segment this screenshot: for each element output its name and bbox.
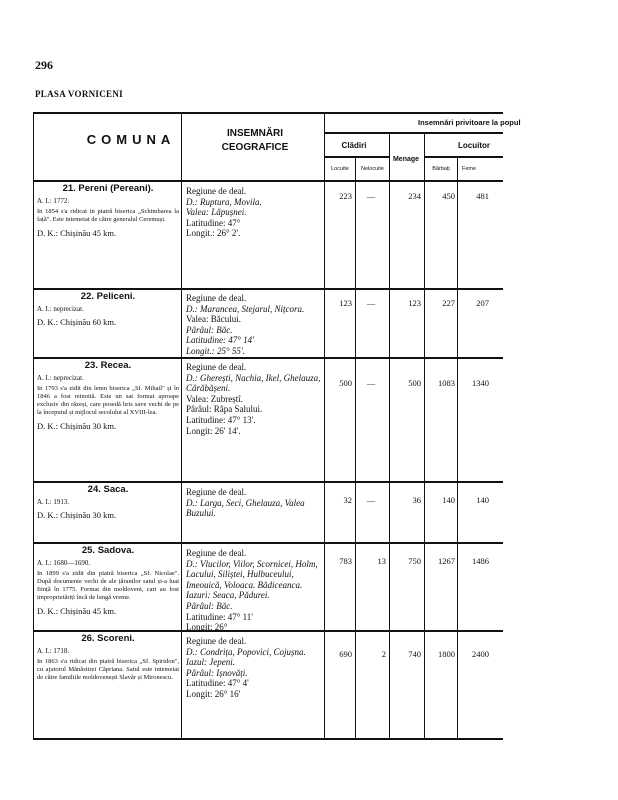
geo-line: Longit: 26°: [186, 622, 228, 633]
page-number: 296: [35, 58, 53, 72]
geo-notes: [186, 186, 328, 239]
commune-entry: [37, 486, 179, 519]
geo-line: Iazul: Jepeni.: [186, 657, 235, 668]
commune-ai: A. I.: 1680—1690.: [37, 559, 91, 567]
subheader-rule: [424, 156, 503, 158]
geo-notes: [186, 548, 328, 633]
table-top-rule: [33, 112, 503, 114]
menage-value: 123: [408, 298, 421, 308]
commune-name: 25. Sadova.: [81, 545, 135, 556]
barbati-value: 227: [442, 298, 455, 308]
commune-history: In 1793 s'a zidit din lemn biserica „Sf. Mihail" și în 1846 a fost reinoită. Este un sat format aproape exclusiv din răzeși, care posedă hris save vechi de pe la începutul și mijlocul secolului al XVIII-lea.: [37, 385, 179, 416]
nelocuite-value: —: [366, 495, 376, 505]
locuite-value: 500: [339, 378, 352, 388]
geo-line: Valea: Zubreștî.: [186, 393, 243, 404]
header-locuite: Locuite: [331, 166, 349, 172]
commune-name: 23. Recea.: [84, 360, 132, 371]
header-barbati: Bărbați: [432, 166, 450, 172]
commune-entry: [37, 362, 179, 430]
geo-line: Pârâul: Băc.: [186, 600, 233, 611]
nelocuite-value: —: [366, 191, 376, 201]
commune-entry: [37, 547, 179, 615]
menage-value: 500: [408, 378, 421, 388]
menage-value: 740: [408, 649, 421, 659]
femei-value: 207: [476, 298, 489, 308]
header-menage: Menage: [392, 156, 420, 163]
commune-distance: D. K.: Chișinău 30 km.: [37, 510, 117, 520]
commune-distance: D. K.: Chișinău 60 km.: [37, 317, 117, 327]
geo-line: Longit: 26' 14'.: [186, 425, 241, 436]
barbati-value: 1800: [438, 649, 455, 659]
row-rule: [33, 542, 503, 544]
subheader-rule: [324, 132, 503, 134]
menage-value: 36: [412, 495, 421, 505]
locuite-value: 123: [339, 298, 352, 308]
geo-line: D.: Ruptura, Movila.: [186, 196, 262, 207]
geo-line: Regiune de deal.: [186, 362, 247, 372]
locuite-value: 223: [339, 191, 352, 201]
commune-ai: A. I.: 1772.: [37, 197, 70, 205]
menage-value: 234: [408, 191, 421, 201]
col-rule: [457, 156, 458, 740]
geo-line: D.: Larga, Seci, Ghelauza, Valea Buzului.: [186, 497, 305, 519]
geo-line: D.: Gherești, Nachia, Ikel, Ghelauza, Cărăbășeni.: [186, 372, 321, 394]
femei-value: 140: [476, 495, 489, 505]
geo-notes: [186, 487, 328, 519]
subheader-rule: [324, 156, 389, 158]
header-population: Insemnări privitoare la popul: [418, 118, 521, 127]
geo-line: Valea: Băcului.: [186, 314, 241, 325]
barbati-value: 450: [442, 191, 455, 201]
geo-line: Regiune de deal.: [186, 293, 247, 303]
geo-line: Pârâul: Râpa Salului.: [186, 404, 263, 415]
commune-history: In 1854 s'a ridicat in piatră biserica „Schimbarea la față". Este intemeiat de către generalul Ceremuși.: [37, 208, 179, 223]
geo-line: D.: Marancea, Stejarul, Nițcora.: [186, 303, 305, 314]
femei-value: 1486: [472, 556, 489, 566]
geo-line: Regiune de deal.: [186, 186, 247, 196]
geo-line: Longit.: 25° 55'.: [186, 345, 246, 356]
census-table: [33, 112, 521, 740]
row-rule: [33, 288, 503, 290]
barbati-value: 1083: [438, 378, 455, 388]
header-comuna: COMUNA: [86, 132, 176, 147]
barbati-value: 140: [442, 495, 455, 505]
femei-value: 2400: [472, 649, 489, 659]
commune-history: In 1899 s'a zidit din piatră biserica „Sf. Nicolae". După documente vechi de ale țăranilor satul și-a luat ființă în 1775. Format din moldoveni, cari au fost improprietăriți încă de lungă vreme.: [37, 570, 179, 601]
geo-line: Latitudine: 47° 14': [186, 335, 255, 346]
commune-entry: [37, 293, 179, 326]
nelocuite-value: 2: [381, 649, 386, 659]
geo-line: Latitudine: 47° 11': [186, 611, 253, 622]
col-rule: [33, 112, 34, 740]
commune-history: In 1863 s'a ridicat din piatră biserica „Sf. Spiridon", cu ajutorul Mănăstirei Căpriana. Satul este intemeiat de către familiile moldovenești Slavăr și Mironescu.: [37, 658, 179, 681]
commune-name: 26. Scoreni.: [81, 633, 135, 644]
geo-line: Regiune de deal.: [186, 487, 247, 497]
femei-value: 1340: [472, 378, 489, 388]
geo-notes: [186, 362, 328, 436]
geo-line: D.: Condrița, Popovici, Cojușna.: [186, 646, 306, 657]
menage-value: 750: [408, 556, 421, 566]
geo-line: Valea: Lăpușnei.: [186, 207, 247, 218]
header-femei: Feme: [462, 166, 477, 172]
running-head: PLASA VORNICENI: [35, 89, 123, 99]
geo-line: Regiune de deal.: [186, 548, 247, 558]
table-bottom-rule: [33, 738, 503, 740]
locuite-value: 32: [343, 495, 352, 505]
barbati-value: 1267: [438, 556, 455, 566]
col-rule: [181, 112, 182, 740]
geo-line: Latitudine: 47° 13'.: [186, 414, 256, 425]
geo-line: Iazuri: Seaca, Pădurei.: [186, 590, 270, 601]
geo-line: Latitudine: 47° 4': [186, 678, 249, 689]
locuite-value: 783: [339, 556, 352, 566]
geo-notes: [186, 293, 328, 357]
geo-line: Latitudine: 47°: [186, 217, 241, 228]
geo-notes: [186, 636, 328, 700]
geo-line: Regiune de deal.: [186, 636, 247, 646]
header-geo: INSEMNĂRI CEOGRAFICE: [221, 128, 289, 153]
femei-value: 481: [476, 191, 489, 201]
row-rule: [33, 481, 503, 483]
geo-line: Pârâul: Băc.: [186, 324, 233, 335]
header-nelocuite: Nelocuite: [361, 166, 384, 172]
geo-line: D.: Vlucilor, Viilor, Scornicei, Holm, Lacului, Siliștei, Hulbuceului, Imeouică, Voloaca. Bădiceanca.: [186, 558, 318, 590]
geo-line: Longit.: 26° 2'.: [186, 228, 241, 239]
locuite-value: 690: [339, 649, 352, 659]
nelocuite-value: 13: [377, 556, 386, 566]
commune-entry: [37, 185, 179, 237]
header-bottom-rule: [33, 180, 503, 182]
commune-ai: A. I.: 1913.: [37, 498, 70, 506]
nelocuite-value: —: [366, 378, 376, 388]
commune-name: 24. Saca.: [87, 484, 129, 495]
commune-ai: A. I.: neprecizat.: [37, 305, 84, 313]
commune-ai: A. I.: neprecizat.: [37, 374, 84, 382]
commune-ai: A. I.: 1718.: [37, 647, 70, 655]
geo-line: Longit: 26° 16': [186, 688, 241, 699]
geo-line: Pârâul: Ișnovăți.: [186, 667, 248, 678]
commune-distance: D. K.: Chișinău 45 km.: [37, 228, 117, 238]
row-rule: [33, 357, 503, 359]
commune-name: 22. Peliceni.: [80, 291, 136, 302]
header-cladiri: Clădiri: [341, 141, 367, 150]
commune-name: 21. Pereni (Pereani).: [62, 183, 154, 194]
header-locuitori: Locuitor: [458, 141, 490, 150]
commune-entry: [37, 635, 179, 687]
commune-distance: D. K.: Chișinău 45 km.: [37, 606, 117, 616]
commune-distance: D. K.: Chișinău 30 km.: [37, 421, 117, 431]
nelocuite-value: —: [366, 298, 376, 308]
